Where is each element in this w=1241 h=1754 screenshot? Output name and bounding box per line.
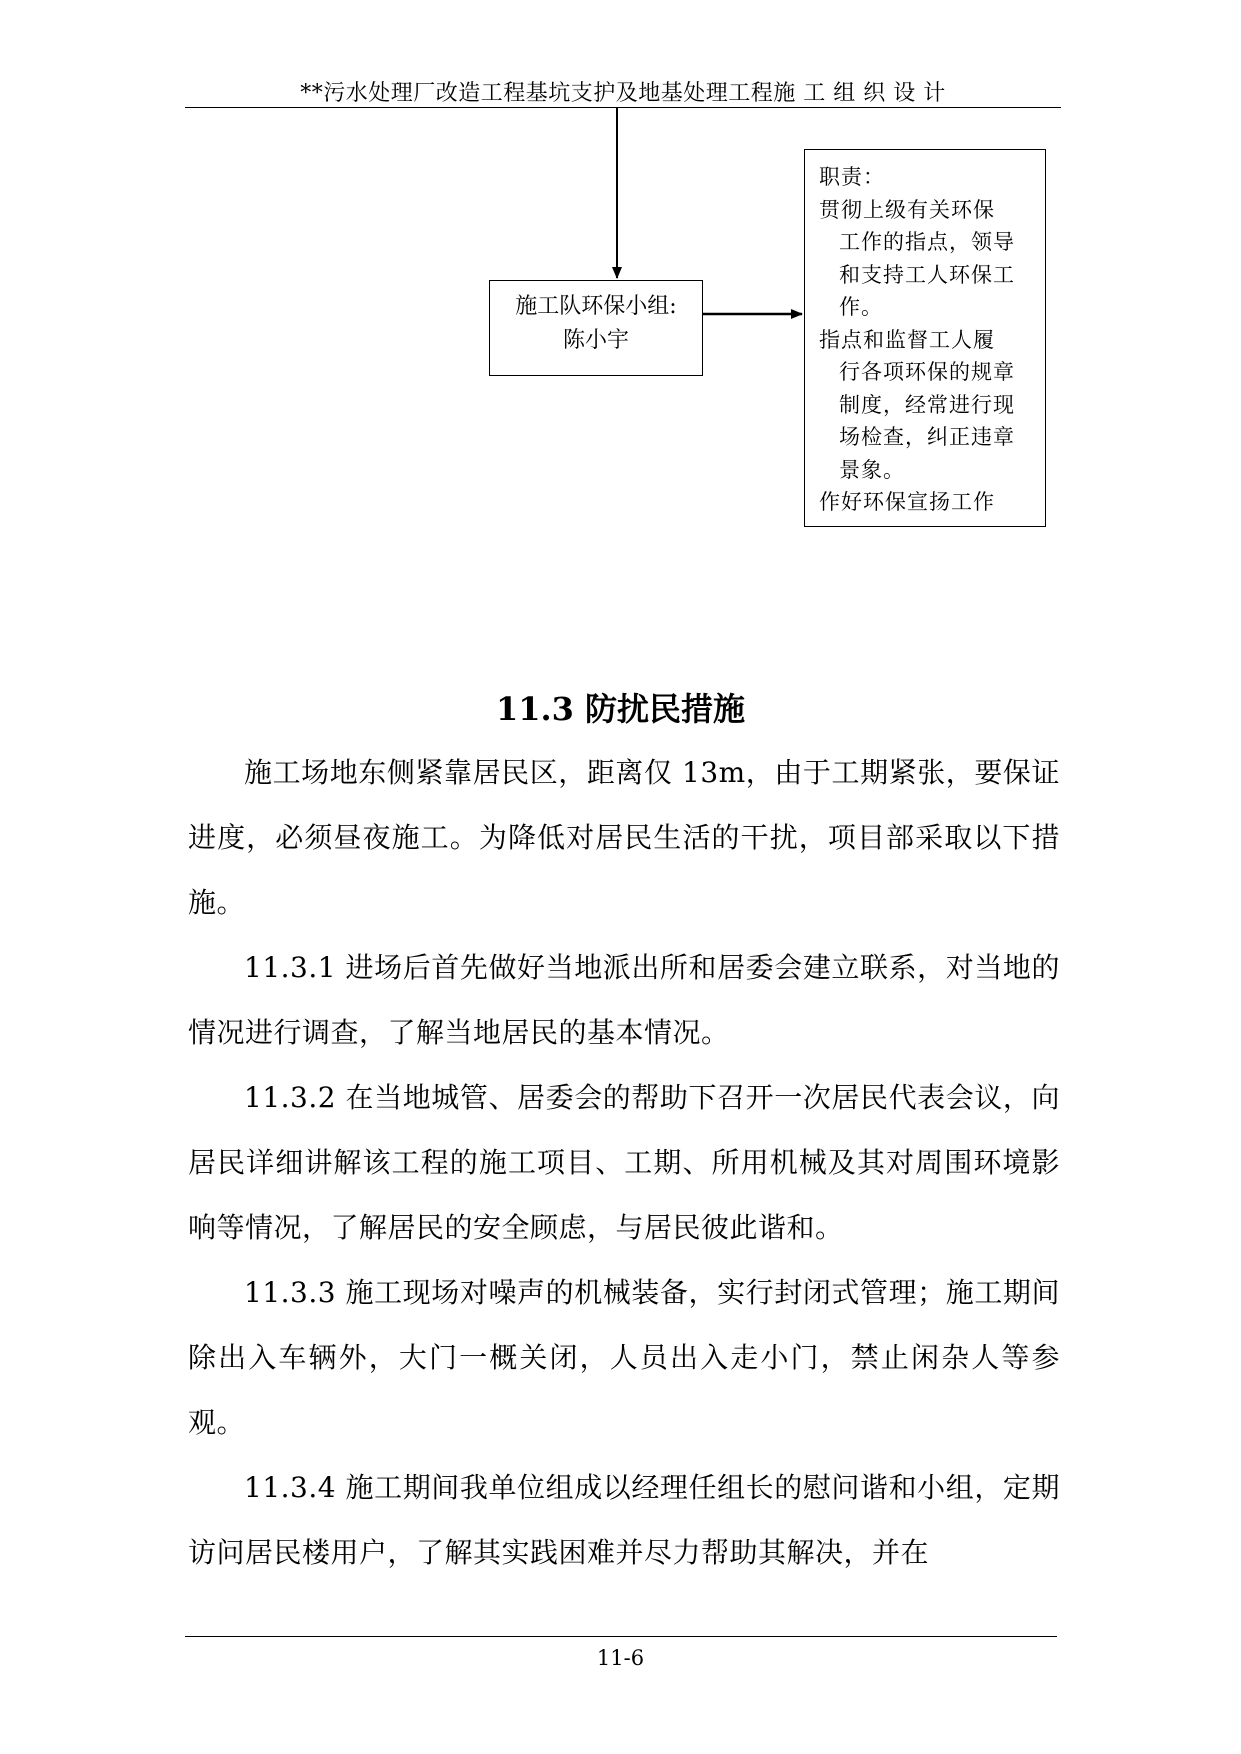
duty-line: 行各项环保的规章	[839, 360, 1015, 384]
duty-line: 制度，经常进行现	[839, 392, 1015, 417]
page-header-title: **污水处理厂改造工程基坑支护及地基处理工程施 工 组 织 设 计	[300, 81, 946, 106]
body-text	[188, 740, 1060, 1585]
duty-line: 和支持工人环保工	[839, 262, 1015, 287]
paragraph: 11.3.2 在当地城管、居委会的帮助下召开一次居民代表会议，向居民详细讲解该工程的施工项目、工期、所用机械及其对周围环境影响等情况，了解居民的安全顾虑，与居民彼此谐和。	[188, 1081, 1060, 1244]
paragraph: 施工场地东侧紧靠居民区，距离仅 13m，由于工期紧张，要保证进度，必须昼夜施工。为降低对居民生活的干扰，项目部采取以下措施。	[188, 756, 1060, 919]
duty-line: 指点和监督工人履	[819, 327, 995, 352]
team-box-label: 施工队环保小组:	[515, 294, 677, 319]
team-box	[489, 280, 703, 376]
duty-item	[819, 486, 1045, 519]
duty-item	[819, 194, 1045, 324]
page-number: 11-6	[596, 1646, 645, 1670]
footer-divider	[185, 1636, 1057, 1637]
duties-heading: 职责：	[819, 165, 885, 189]
duty-line: 工作的指点，领导	[839, 230, 1015, 254]
paragraph: 11.3.3 施工现场对噪声的机械装备，实行封闭式管理；施工期间除出入车辆外，大门一概关闭，人员出入走小门，禁止闲杂人等参观。	[188, 1276, 1060, 1439]
section-title: 11.3 防扰民措施	[495, 690, 746, 728]
team-box-leader: 陈小宇	[562, 328, 629, 353]
duty-line: 贯彻上级有关环保	[819, 197, 995, 222]
paragraph: 11.3.4 施工期间我单位组成以经理任组长的慰问谐和小组，定期访问居民楼用户，了解其实践困难并尽力帮助其解决，并在	[188, 1471, 1060, 1569]
duty-item	[819, 324, 1045, 487]
duty-line: 作好环保宣扬工作	[819, 490, 995, 514]
duty-line: 场检查，纠正违章	[839, 425, 1015, 449]
duties-box	[804, 149, 1046, 527]
duty-line: 景象。	[839, 457, 905, 482]
duty-line: 作。	[839, 295, 883, 319]
paragraph: 11.3.1 进场后首先做好当地派出所和居委会建立联系，对当地的情况进行调查，了解当地居民的基本情况。	[188, 951, 1060, 1049]
